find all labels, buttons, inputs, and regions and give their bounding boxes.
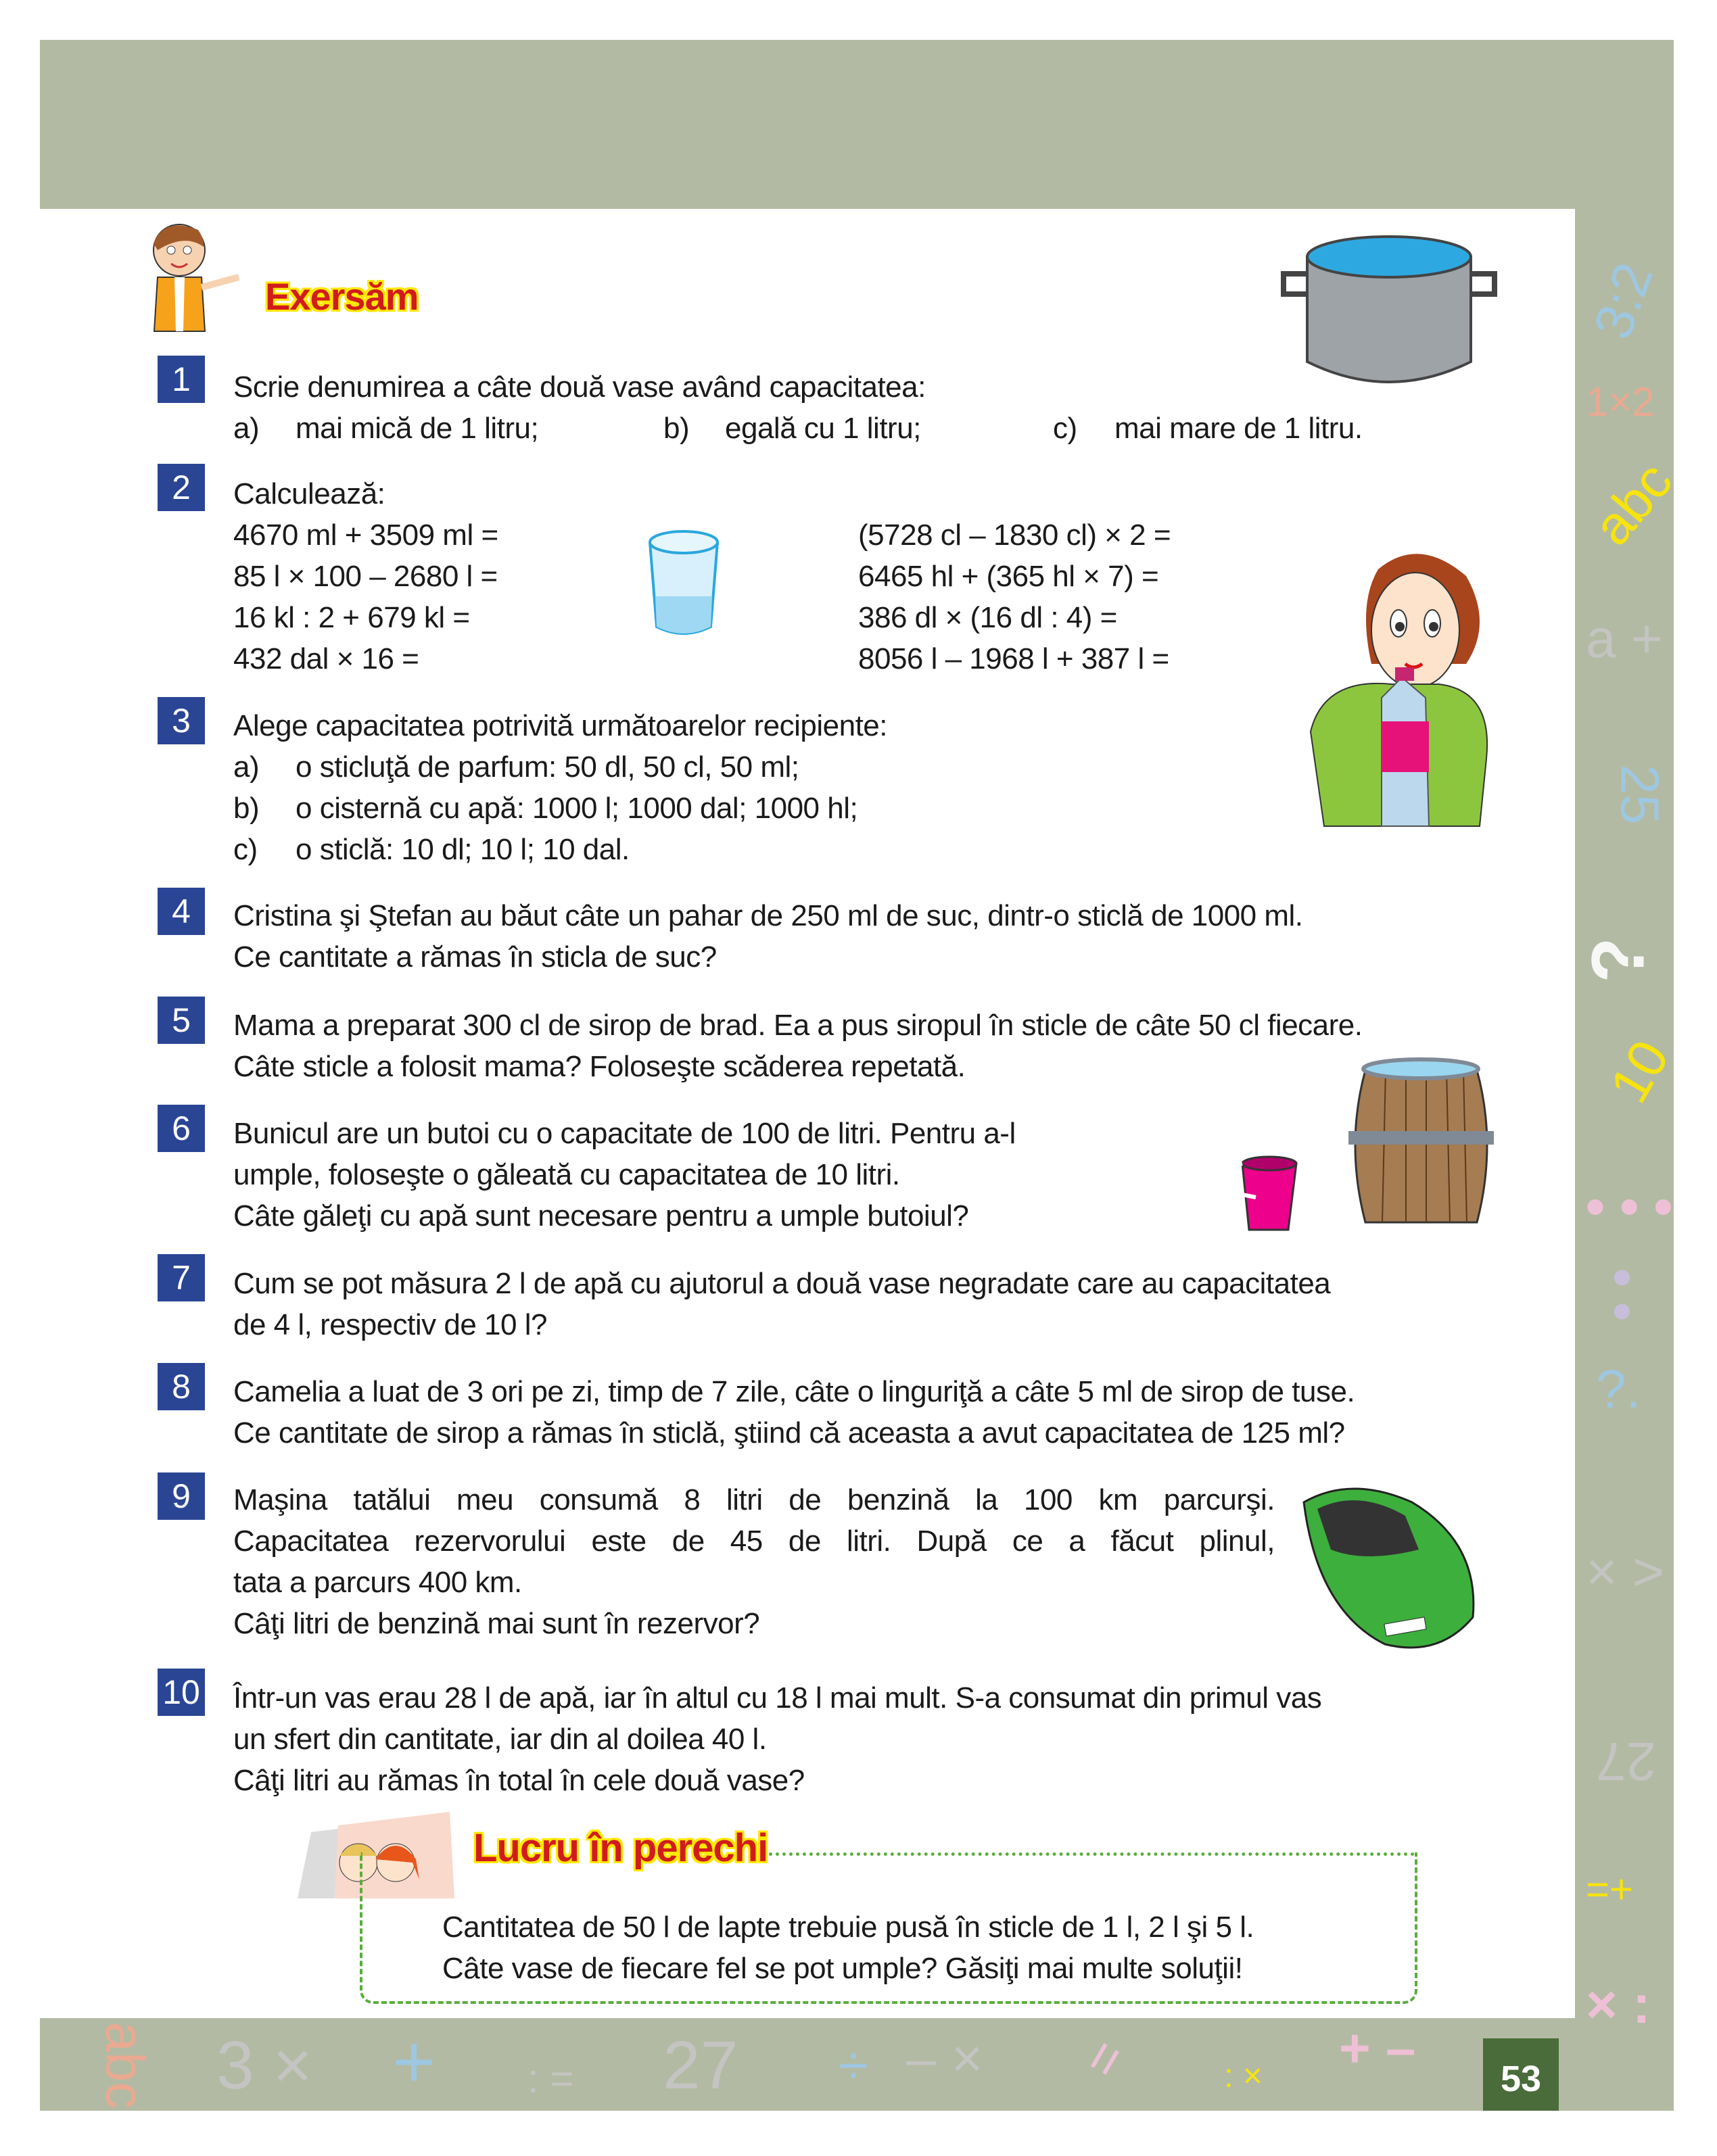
option-text: o sticluţă de parfum: 50 dl, 50 cl, 50 ml; (296, 750, 799, 784)
options-row (233, 408, 1383, 449)
exercise-number-2: 2 (158, 464, 205, 511)
calc-right: (5728 cl – 1830 cl) × 2 = (858, 519, 1171, 552)
calc-left: 432 dal × 16 = (233, 642, 419, 675)
pair-work-line: Cantitatea de 50 l de lapte trebuie pusă în sticle de 1 l, 2 l şi 5 l. (442, 1911, 1254, 1944)
decor-glyph: 3 × (216, 2028, 312, 2103)
exercise-text: Cum se pot măsura 2 l de apă cu ajutorul a două vase negradate care au capacitatea (233, 1267, 1331, 1300)
exercise-number-4: 4 (158, 888, 205, 935)
option-key: c) (233, 833, 258, 866)
exercise-9 (233, 1479, 1275, 1644)
decor-glyph: abc (95, 2021, 156, 2109)
option (233, 746, 887, 788)
exercise-text: Cristina şi Ştefan au băut câte un pahar de 250 ml de suc, dintr-o sticlă de 1000 ml. (233, 899, 1303, 932)
exercise-text: Alege capacitatea potrivită următoarelor recipiente: (233, 709, 887, 742)
exercise-text: Bunicul are un butoi cu o capacitate de 100 de litri. Pentru a-l (233, 1117, 1016, 1150)
option-text: o cisternă cu apă: 1000 l; 1000 dal; 1000 hl; (296, 792, 858, 825)
decor-glyph: 10 (1598, 1030, 1680, 1113)
exercise-number-8: 8 (158, 1363, 205, 1410)
decor-glyph: + (392, 2020, 436, 2103)
exercise-8 (233, 1371, 1355, 1454)
option-key: b) (233, 792, 260, 825)
option-key: c) (1053, 412, 1077, 445)
option-text: mai mică de 1 litru; (296, 412, 539, 445)
decor-glyph: = (1070, 2030, 1139, 2088)
decor-glyph: 27 (1596, 1731, 1656, 1792)
calc-right: 8056 l – 1968 l + 387 l = (858, 642, 1169, 675)
exercise-text: un sfert din cantitate, iar din al doilea 40 l. (233, 1723, 767, 1756)
bucket-illustration (1215, 1150, 1307, 1235)
exercise-3 (233, 705, 887, 870)
exercise-text: Câte găleţi cu apă sunt necesare pentru a umple butoiul? (233, 1199, 969, 1232)
exercise-text: Câţi litri de benzină mai sunt în rezervor? (233, 1607, 760, 1640)
exercise-1 (233, 366, 1383, 449)
decor-glyph: 25 (1609, 764, 1670, 825)
page-number: 53 (1483, 2038, 1559, 2111)
exercise-number-7: 7 (158, 1254, 205, 1301)
decor-glyph: ? (1576, 937, 1660, 983)
exercise-text: Camelia a luat de 3 ori pe zi, timp de 7 zile, câte o linguriţă a câte 5 ml de sirop de tuse. (233, 1375, 1355, 1408)
exercise-text: Scrie denumirea a câte două vase având capacitatea: (233, 370, 926, 404)
decor-glyph: 27 (663, 2028, 738, 2103)
exercise-text: Într-un vas erau 28 l de apă, iar în altul cu 18 l mai mult. S-a consumat din primul vas (233, 1681, 1322, 1715)
option-text: mai mare de 1 litru. (1114, 412, 1363, 445)
exercise-text: Capacitatea rezervorului este de 45 de litri. După ce a făcut plinul, (233, 1525, 1275, 1558)
exercise-6 (233, 1113, 1016, 1237)
exercise-text: Câţi litri au rămas în total în cele două vase? (233, 1764, 805, 1797)
car-illustration (1290, 1475, 1490, 1654)
exercise-text: Calculează: (233, 477, 385, 510)
decor-glyph: – × (906, 2028, 983, 2088)
option-text: egală cu 1 litru; (725, 412, 921, 445)
section-title: Exersăm (265, 275, 419, 318)
exercise-text: Ce cantitate a rămas în sticla de suc? (233, 940, 717, 974)
decor-glyph: × > (1586, 1541, 1664, 1602)
pair-work-title: Lucru în perechi (473, 1826, 768, 1870)
pair-work-line: Câte vase de fiecare fel se pot umple? Găsiţi mai multe soluţii! (442, 1952, 1243, 1985)
option-text: o sticlă: 10 dl; 10 l; 10 dal. (296, 833, 630, 866)
decor-glyph: ?. (1596, 1359, 1641, 1419)
option-key: b) (663, 412, 690, 445)
exercise-number-10: 10 (158, 1669, 205, 1716)
exercise-text: de 4 l, respectiv de 10 l? (233, 1308, 547, 1341)
exercise-5 (233, 1005, 1363, 1087)
option-key: a) (233, 412, 260, 445)
exercise-text: Ce cantitate de sirop a rămas în sticlă, ştiind că aceasta a avut capacitatea de 125 ml? (233, 1416, 1345, 1450)
exercise-text: tata a parcurs 400 km. (233, 1566, 522, 1599)
calc-left: 85 l × 100 – 2680 l = (233, 560, 498, 593)
calc-left: 4670 ml + 3509 ml = (233, 519, 498, 552)
decor-glyph: ÷ (839, 2035, 868, 2095)
decor-glyph: =+ (1586, 1867, 1634, 1912)
exercise-text: Maşina tatălui meu consumă 8 litri de benzină la 100 km parcurşi. (233, 1483, 1275, 1516)
decor-glyph: : × (1224, 2057, 1263, 2094)
exercise-2 (233, 473, 498, 679)
exercise-number-5: 5 (158, 997, 205, 1044)
option (233, 829, 887, 870)
option (233, 788, 887, 829)
exercise-text: umple, foloseşte o găleată cu capacitatea de 10 litri. (233, 1158, 900, 1191)
exercise-10 (233, 1677, 1321, 1801)
exercise-text: Câte sticle a folosit mama? Foloseşte scăderea repetată. (233, 1050, 966, 1083)
decor-glyph: + – (1339, 2018, 1416, 2078)
barrel-illustration (1345, 1057, 1497, 1236)
decor-glyph: 3:2 (1582, 255, 1664, 347)
pair-work-text (442, 1907, 1254, 1989)
exercise-number-1: 1 (158, 356, 205, 403)
decor-glyph: : = (527, 2056, 574, 2101)
exercise-4 (233, 895, 1303, 978)
boy-illustration (137, 213, 242, 345)
exercise-text: Mama a preparat 300 cl de sirop de brad. Ea a pus siropul în sticle de câte 50 cl fiecare. (233, 1009, 1363, 1042)
exercise-number-3: 3 (158, 697, 205, 744)
exercise-7 (233, 1263, 1330, 1345)
decor-glyph: • • • (1586, 1176, 1673, 1237)
calc-right: 386 dl × (16 dl : 4) = (858, 601, 1117, 634)
exercise-number-6: 6 (158, 1105, 205, 1152)
decor-glyph: abc (1581, 450, 1684, 556)
woman-illustration (1297, 542, 1495, 853)
glass-illustration (646, 529, 722, 640)
exercise-2-right-column (858, 514, 1171, 679)
exercise-number-9: 9 (158, 1472, 205, 1520)
calc-right: 6465 hl + (365 hl × 7) = (858, 560, 1159, 593)
decor-glyph: × : (1586, 1974, 1651, 2034)
decor-glyph: a + (1586, 608, 1663, 669)
decor-glyph: • • (1593, 1268, 1653, 1322)
pot-illustration (1277, 226, 1501, 389)
option-key: a) (233, 750, 260, 784)
calc-left: 16 kl : 2 + 679 kl = (233, 601, 470, 634)
decor-glyph: 1×2 (1586, 379, 1655, 425)
